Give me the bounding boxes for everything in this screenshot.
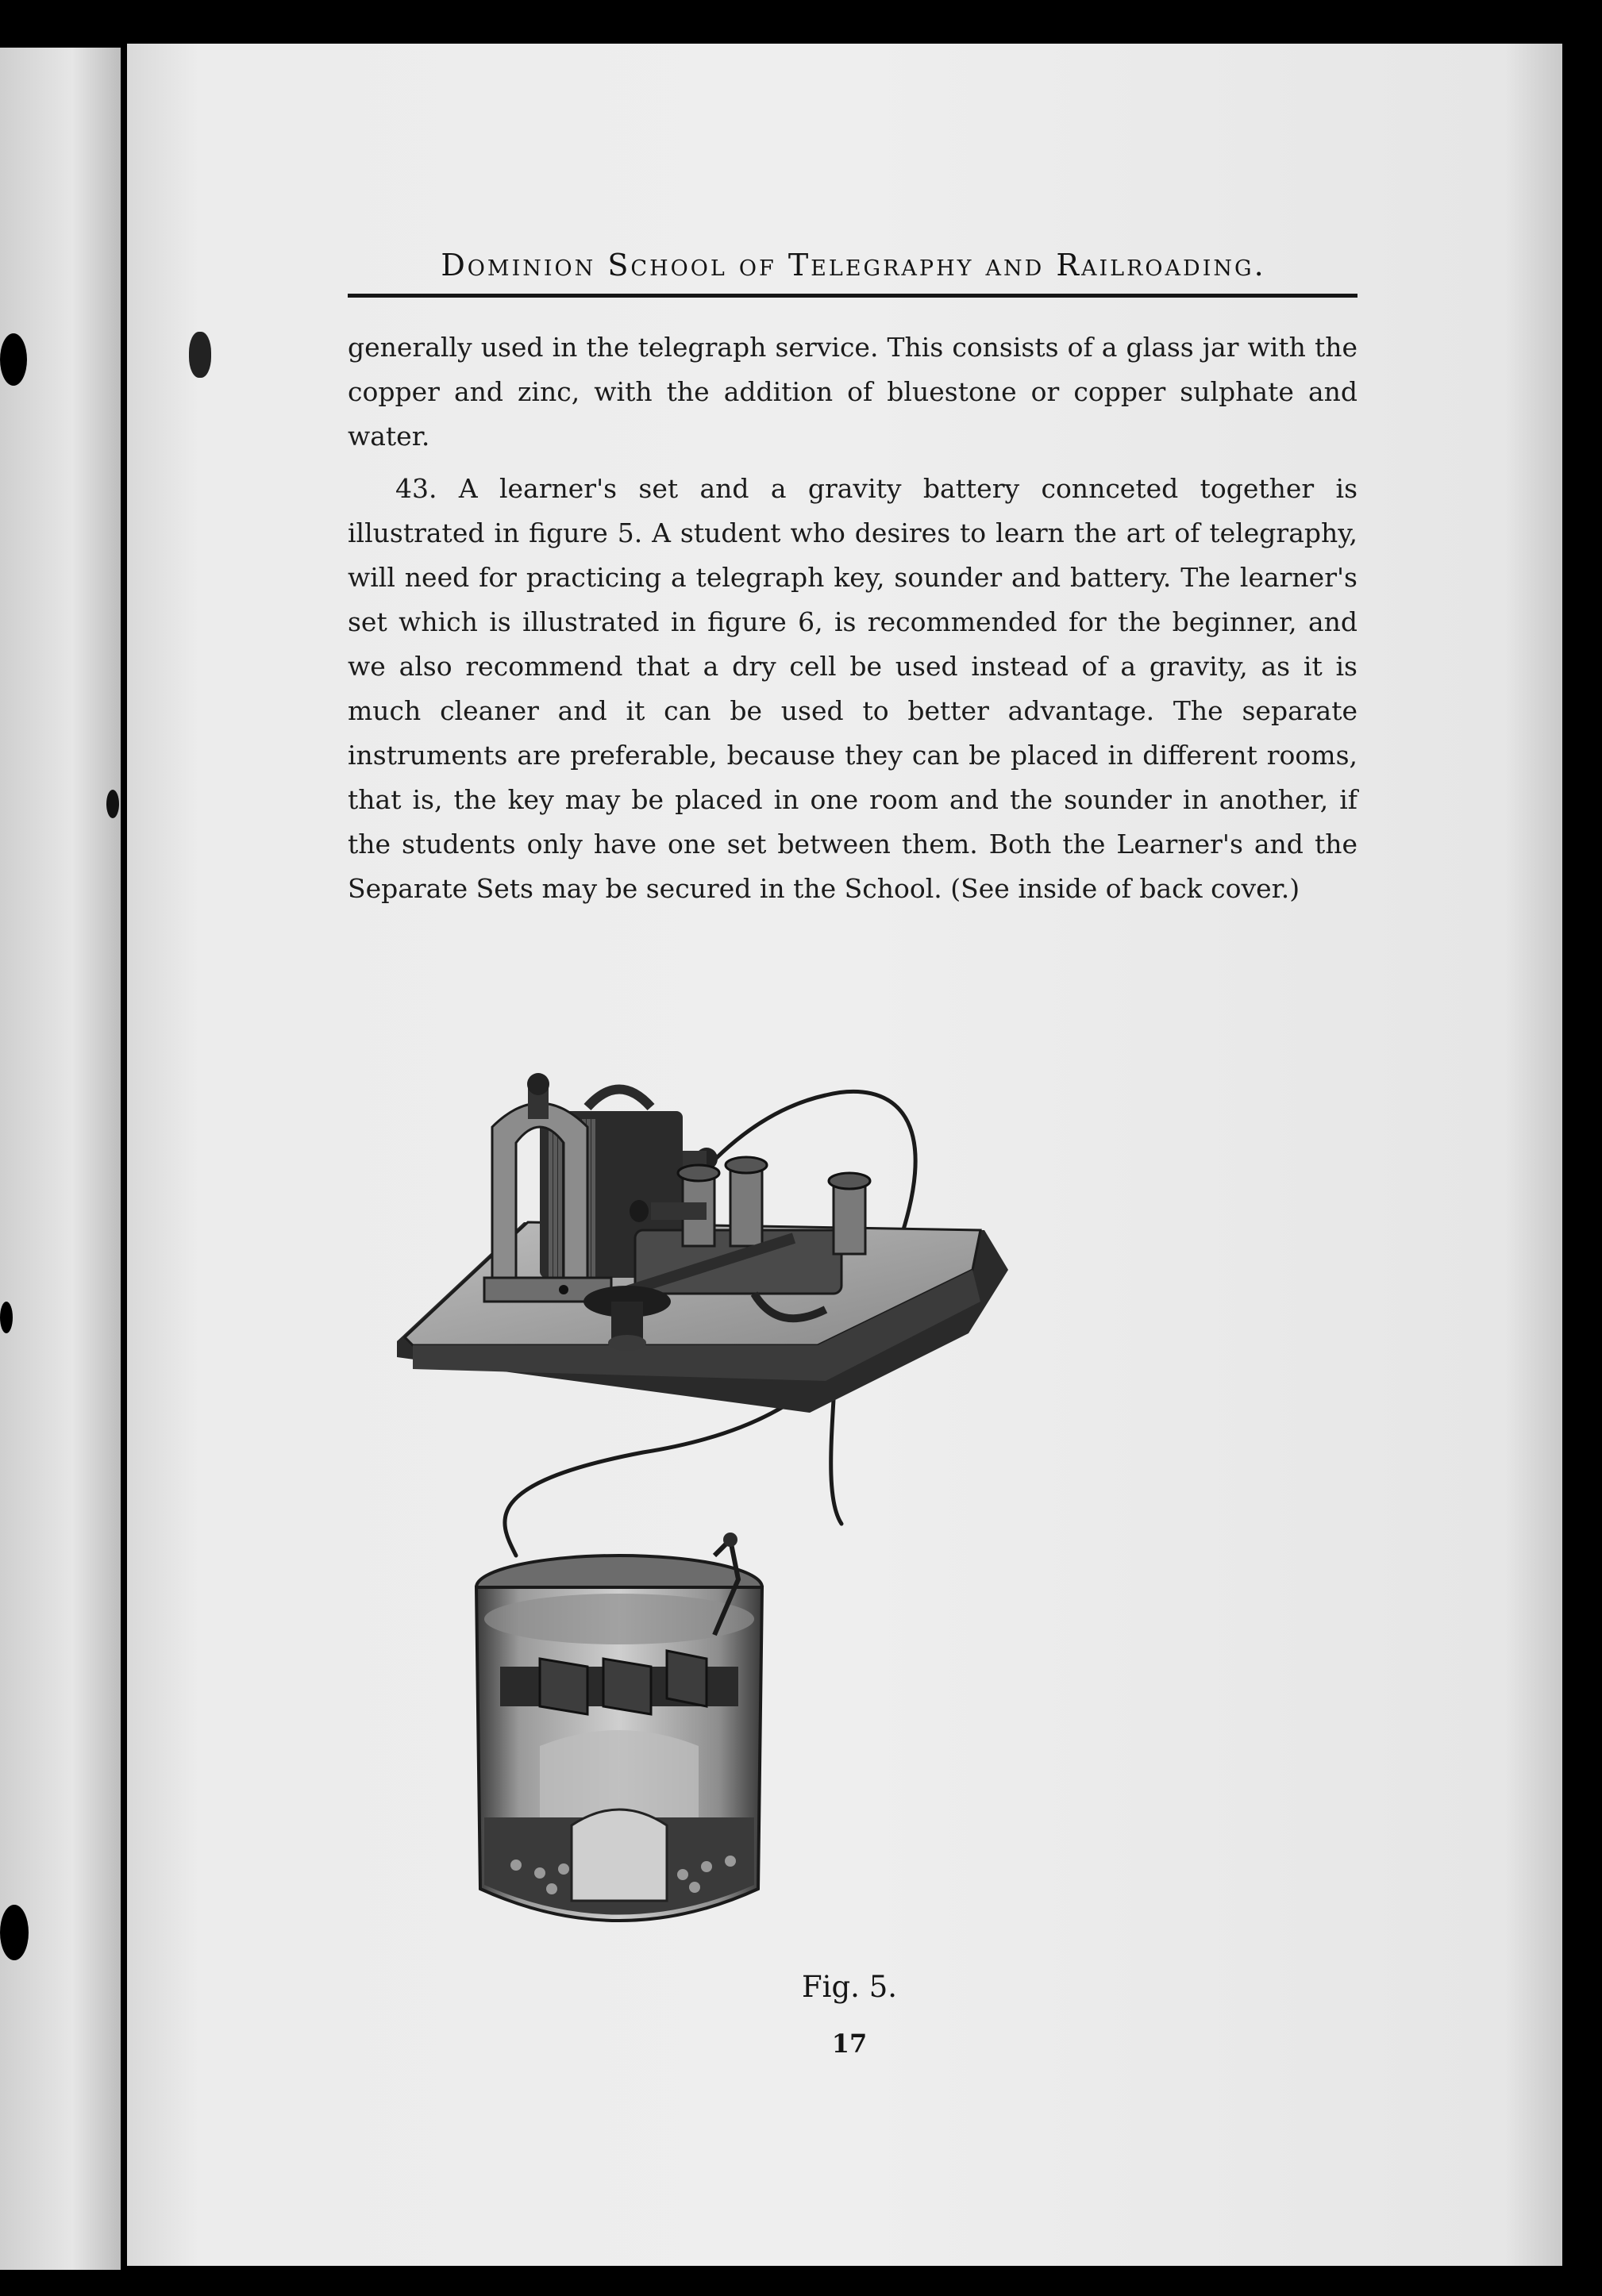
punch-mark: [189, 332, 211, 378]
telegraph-set-illustration: [381, 1032, 1175, 1968]
gravity-battery-jar: [476, 1533, 762, 1921]
running-head: Dominion School of Telegraphy and Railroading.: [441, 248, 1266, 283]
figure-caption: Fig. 5.: [801, 1970, 897, 2004]
paragraph-43: 43. A learner's set and a gravity battery connceted together is illustrated in figure 5. A student who desires to learn the art of telegraphy, will need for practicing a telegraph key, sounder and battery. The learner's set which is illustrated in figure 6, is recommended for the beginner, and we also recommend that a dry cell be used instead of a gravity, as it is much cleaner and it can be used to better advantage. The separate instruments are preferable, because they can be placed in different rooms, that is, the key may be placed in one room and the sounder in another, if the students only have one set between them. Both the Learner's and the Separate Sets may be secured in the School. (See inside of back cover.): [348, 473, 1357, 904]
page-number: 17: [831, 2029, 868, 2059]
binding-hole: [0, 1905, 29, 1960]
punch-mark: [106, 790, 119, 818]
binding-hole: [0, 1302, 13, 1333]
body-text: [348, 325, 1357, 919]
header-rule: [348, 294, 1357, 298]
paragraph-continuation: generally used in the telegraph service. This consists of a glass jar with the copper and zinc, with the addition of bluestone or copper sulphate and water.: [348, 332, 1357, 452]
binding-hole: [0, 333, 27, 386]
